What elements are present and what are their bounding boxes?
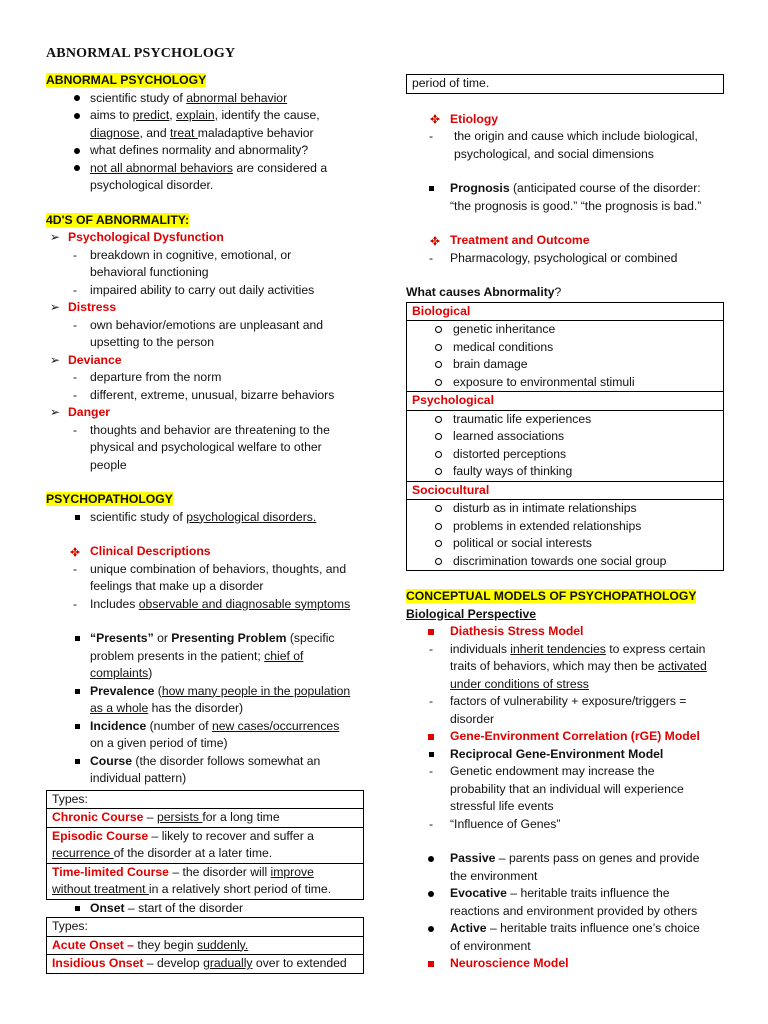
list-item: ➢ Danger	[46, 404, 364, 422]
list-item: - unique combination of behaviors, thoughts, and feelings that make up a disorder	[72, 561, 347, 593]
table-row: Episodic Course – likely to recover and suffer a recurrence of the disorder at a later time.	[47, 827, 363, 863]
list-item: - thoughts and behavior are threatening to the physical and psychological welfare to other people	[72, 422, 330, 472]
table-row	[407, 499, 723, 570]
bullet-dot-icon	[422, 850, 440, 868]
hollow-circle-bullet-icon	[429, 553, 447, 571]
bullet-dot-icon	[68, 142, 86, 160]
section-heading-conceptual-models: CONCEPTUAL MODELS OF PSYCHOPATHOLOGY	[406, 589, 697, 603]
table-row: Acute Onset – they begin suddenly.	[47, 936, 363, 955]
list-item: Evocative – heritable traits influence the reactions and environment provided by others	[406, 885, 724, 920]
four-arrows-icon	[66, 543, 84, 561]
list-item: not all abnormal behaviors are considered a psychological disorder.	[46, 160, 364, 195]
four-arrows-icon	[426, 111, 444, 129]
square-bullet-icon	[68, 718, 86, 736]
square-bullet-icon	[68, 753, 86, 771]
table-row: period of time.	[412, 76, 490, 90]
table-row: Biological	[412, 303, 471, 318]
square-bullet-icon	[422, 746, 440, 764]
cause-item: political or social interests	[407, 535, 723, 553]
causes-question: What causes Abnormality?	[406, 285, 562, 299]
table-row: Types:	[52, 791, 88, 806]
hollow-circle-bullet-icon	[429, 374, 447, 392]
arrow-bullet-icon: ➢	[49, 405, 61, 419]
section-heading-abnormal-psychology: ABNORMAL PSYCHOLOGY	[46, 73, 207, 87]
list-item: Reciprocal Gene-Environment Model	[406, 746, 724, 764]
arrow-bullet-icon: ➢	[49, 352, 61, 367]
list-item: Active – heritable traits influence one’s choice of environment	[406, 920, 724, 955]
list-item: scientific study of psychological disorders.	[46, 509, 364, 527]
list-item: Etiology	[406, 111, 724, 129]
section-heading-psychopathology: PSYCHOPATHOLOGY	[46, 492, 173, 506]
list-item: Onset – start of the disorder	[46, 900, 364, 918]
list-item: - own behavior/emotions are unpleasant and upsetting to the person	[72, 317, 324, 349]
list-item: ➢ Psychological Dysfunction	[46, 229, 364, 247]
list-item: - factors of vulnerability + exposure/triggers = disorder	[428, 694, 687, 726]
list-item: Course (the disorder follows somewhat an individual pattern)	[46, 753, 364, 788]
hollow-circle-bullet-icon	[429, 500, 447, 518]
red-square-bullet-icon	[422, 623, 440, 641]
hollow-circle-bullet-icon	[429, 339, 447, 357]
left-column	[46, 72, 364, 974]
hollow-circle-bullet-icon	[429, 428, 447, 446]
square-bullet-icon	[68, 900, 86, 918]
hollow-circle-bullet-icon	[429, 321, 447, 339]
hollow-circle-bullet-icon	[429, 535, 447, 553]
list-item: - different, extreme, unusual, bizarre behaviors	[72, 387, 335, 402]
red-square-bullet-icon	[422, 955, 440, 973]
hollow-circle-bullet-icon	[429, 463, 447, 481]
list-item: - breakdown in cognitive, emotional, or behavioral functioning	[72, 247, 292, 279]
list-item: ➢ Deviance	[46, 352, 364, 370]
square-bullet-icon	[422, 180, 440, 198]
list-item: Gene-Environment Correlation (rGE) Model	[406, 728, 724, 746]
list-item: - departure from the norm	[72, 370, 222, 384]
bullet-dot-icon	[68, 160, 86, 178]
list-item: “Presents” or Presenting Problem (specific problem presents in the patient; chief of complaints)	[46, 630, 364, 683]
table-row: Time-limited Course – the disorder will improve without treatment in a relatively short period of time.	[47, 863, 363, 899]
cause-item: problems in extended relationships	[407, 518, 723, 536]
causes-table	[406, 302, 724, 572]
table-row	[407, 320, 723, 391]
cause-item: exposure to environmental stimuli	[407, 374, 723, 392]
list-item: Treatment and Outcome	[406, 232, 724, 250]
cause-item: brain damage	[407, 356, 723, 374]
hollow-circle-bullet-icon	[429, 411, 447, 429]
list-item: - individuals inherit tendencies to express certain traits of behaviors, which may then be activated under conditions of stress	[428, 641, 707, 691]
list-item: - the origin and cause which include biological, psychological, and social dimensions	[428, 129, 698, 161]
arrow-bullet-icon: ➢	[49, 300, 61, 314]
section-heading-4ds: 4D'S OF ABNORMALITY:	[46, 212, 190, 227]
list-item: scientific study of abnormal behavior	[46, 90, 364, 108]
square-bullet-icon	[68, 509, 86, 527]
bullet-dot-icon	[422, 885, 440, 903]
onset-types-table	[46, 917, 364, 974]
cause-item: learned associations	[407, 428, 723, 446]
subheading-biological-perspective: Biological Perspective	[406, 606, 537, 621]
document-title: ABNORMAL PSYCHOLOGY	[46, 46, 236, 61]
list-item: Prognosis (anticipated course of the disorder: “the prognosis is good.” “the prognosis is bad.”	[406, 180, 724, 215]
cause-item: faulty ways of thinking	[407, 463, 723, 481]
bullet-dot-icon	[68, 107, 86, 125]
table-row: Insidious Onset – develop gradually over to extended	[47, 954, 363, 973]
table-row: Chronic Course – persists for a long time	[47, 808, 363, 827]
cause-item: discrimination towards one social group	[407, 553, 723, 571]
bullet-dot-icon	[422, 920, 440, 938]
table-row: Psychological	[407, 391, 723, 410]
hollow-circle-bullet-icon	[429, 356, 447, 374]
list-item: Clinical Descriptions	[46, 543, 364, 561]
onset-types-table-continued	[406, 74, 724, 94]
list-item: - Includes observable and diagnosable symptoms	[72, 596, 351, 611]
list-item: Prevalence (how many people in the population as a whole has the disorder)	[46, 683, 364, 718]
red-square-bullet-icon	[422, 728, 440, 746]
table-row: Sociocultural	[407, 481, 723, 500]
hollow-circle-bullet-icon	[429, 446, 447, 464]
table-row	[407, 410, 723, 481]
list-item: what defines normality and abnormality?	[46, 142, 364, 160]
list-item: Neuroscience Model	[406, 955, 724, 973]
cause-item: disturb as in intimate relationships	[407, 500, 723, 518]
four-arrows-icon	[426, 232, 444, 250]
course-types-table	[46, 790, 364, 900]
cause-item: medical conditions	[407, 339, 723, 357]
cause-item: distorted perceptions	[407, 446, 723, 464]
right-column	[406, 74, 724, 973]
list-item: Diathesis Stress Model	[406, 623, 724, 641]
list-item: Passive – parents pass on genes and provide the environment	[406, 850, 724, 885]
list-item: Incidence (number of new cases/occurrences on a given period of time)	[46, 718, 364, 753]
square-bullet-icon	[68, 683, 86, 701]
list-item: ➢ Distress	[46, 299, 364, 317]
list-item: - Pharmacology, psychological or combined	[428, 250, 678, 265]
list-item: aims to predict, explain, identify the cause, diagnose, and treat maladaptive behavior	[46, 107, 364, 142]
bullet-dot-icon	[68, 90, 86, 108]
arrow-bullet-icon: ➢	[49, 230, 61, 244]
cause-item: genetic inheritance	[407, 321, 723, 339]
square-bullet-icon	[68, 630, 86, 648]
list-item: - Genetic endowment may increase the probability that an individual will experience stressful life events	[428, 764, 684, 813]
list-item: - “Influence of Genes”	[428, 816, 561, 831]
table-row: Types:	[52, 919, 88, 933]
cause-item: traumatic life experiences	[407, 411, 723, 429]
list-item: - impaired ability to carry out daily activities	[72, 282, 315, 297]
hollow-circle-bullet-icon	[429, 518, 447, 536]
